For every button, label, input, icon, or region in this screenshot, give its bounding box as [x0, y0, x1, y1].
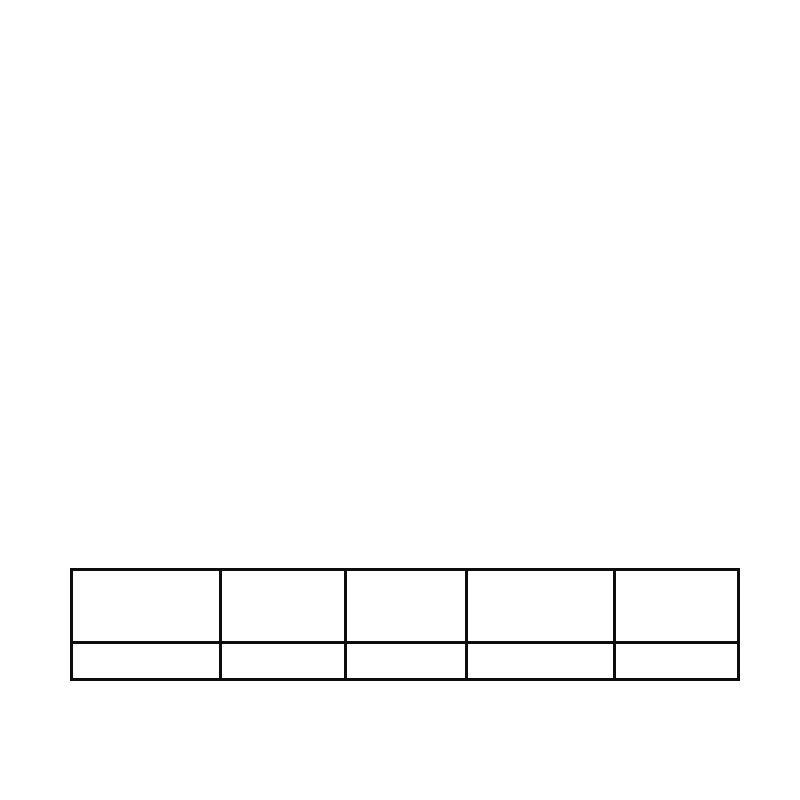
cell-depth — [615, 643, 739, 680]
cell-product-code — [72, 643, 221, 680]
col-header-width — [346, 570, 467, 643]
cell-height — [221, 643, 346, 680]
spec-table — [70, 568, 740, 681]
col-header-depth — [615, 570, 739, 643]
col-header-product-code — [72, 570, 221, 643]
col-header-pipe-centres — [467, 570, 615, 643]
spec-table-header-row — [72, 570, 739, 643]
spec-table-data-row — [72, 643, 739, 680]
cell-width — [346, 643, 467, 680]
cell-pipe-centres — [467, 643, 615, 680]
col-header-height — [221, 570, 346, 643]
